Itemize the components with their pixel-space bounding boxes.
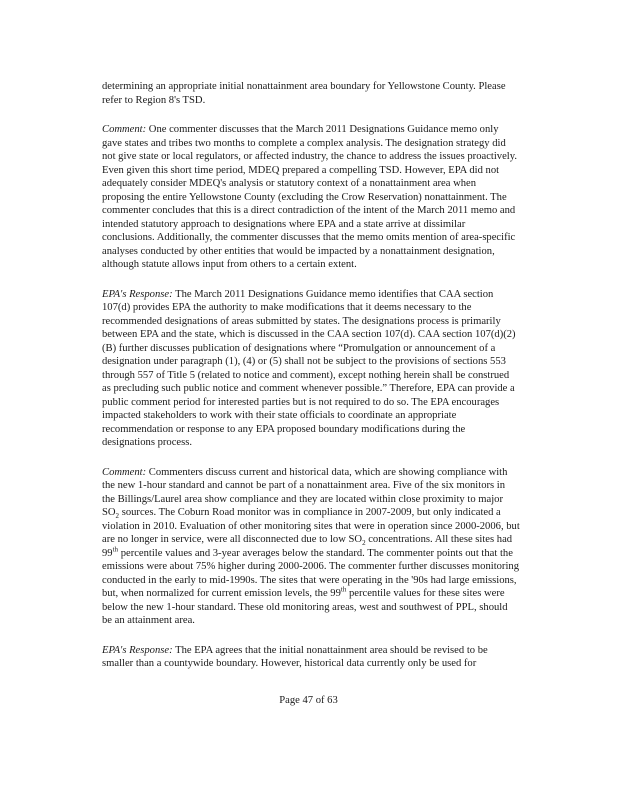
paragraph-continuation: [102, 80, 520, 107]
document-page: [102, 80, 520, 687]
comment-text-part: percentile values and 3-year averages below the standard. The commenter points out that the emissions were about 75% higher during 2000-2006. The commenter further discusses monitoring conducted in the early to mid-1990s. The sites that were operating in the '90s had large emissions, but, when normalized for current emission levels, the 99: [102, 547, 519, 599]
subscript: 2: [362, 539, 366, 548]
comment-text-part: concentrations. All these sites had 99: [102, 534, 513, 559]
comment-label: Comment:: [102, 124, 147, 135]
response-label: EPA's Response:: [102, 644, 173, 656]
comment-paragraph: [102, 123, 520, 272]
page-number: Page 47 of 63: [279, 695, 338, 706]
page-footer: [0, 695, 617, 706]
paragraph-text: determining an appropriate initial nonattainment area boundary for Yellowstone County. Please refer to Region 8's TSD.: [102, 81, 506, 106]
response-text: The March 2011 Designations Guidance memo identifies that CAA section 107(d) provides EPA the authority to make modifications that it deems necessary to the recommended designations of areas submitted by states. The designations process is primarily between EPA and the state, which is discussed in the CAA section 107(d). CAA section 107(d)(2)(B) further discusses publication of designations where “Promulgation or announcement of a designation under paragraph (1), (4) or (5) shall not be subject to the provisions of sections 553 through 557 of Title 5 (related to notice and comment), except nothing herein shall be construed as precluding such public notice and comment whenever possible.” Therefore, EPA can provide a public comment period for interested parties but is not required to do so. The EPA encourages impacted stakeholders to work with their state officials to coordinate an appropriate recommendation or response to any EPA proposed boundary modifications during the designations process.: [102, 288, 516, 448]
response-label: EPA's Response:: [102, 288, 173, 300]
response-paragraph: [102, 644, 520, 671]
superscript: th: [112, 544, 119, 553]
comment-label: Comment:: [102, 466, 147, 478]
comment-text-part: percentile values for these sites were below the new 1-hour standard. These old monitoring areas, west and southwest of PPL, should be an attainment area.: [102, 588, 508, 626]
comment-text: One commenter discusses that the March 2011 Designations Guidance memo only gave states and tribes two months to complete a complex analysis. The designation strategy did not give state or local regulators, or affected industry, the chance to address the issues proactively. Even given this short time period, MDEQ prepared a compelling TSD. However, EPA did not adequately consider MDEQ's analysis or statutory context of a nonattainment area when proposing the entire Yellowstone County (excluding the Crow Reservation) nonattainment. The commenter concludes that this is a direct contradiction of the intent of the March 2011 memo and intended statutory approach to designations where EPA and a state arrive at dissimilar conclusions. Additionally, the commenter discusses that the memo omits mention of area-specific analyses conducted by other entities that would be impacted by a nonattainment designation, although statute allows input from others to a certain extent.: [102, 124, 517, 270]
response-paragraph: [102, 288, 520, 450]
comment-text-part: Commenters discuss current and historical data, which are showing compliance with the new 1-hour standard and cannot be part of a nonattainment area. Five of the six monitors in the Billings/Laurel area show compliance and they are located within close proximity to major SO: [102, 466, 508, 518]
comment-paragraph: [102, 466, 520, 628]
subscript: 2: [115, 512, 120, 521]
superscript: th: [340, 585, 347, 594]
response-text: The EPA agrees that the initial nonattainment area should be revised to be smaller than a countywide boundary. However, historical data currently only be used for: [102, 644, 488, 669]
comment-text-part: sources. The Coburn Road monitor was in compliance in 2007-2009, but only indicated a violation in 2010. Evaluation of other monitoring sites that were in operation since 2000-2006, but are no longer in service, were all disconnected due to low SO: [102, 507, 520, 545]
